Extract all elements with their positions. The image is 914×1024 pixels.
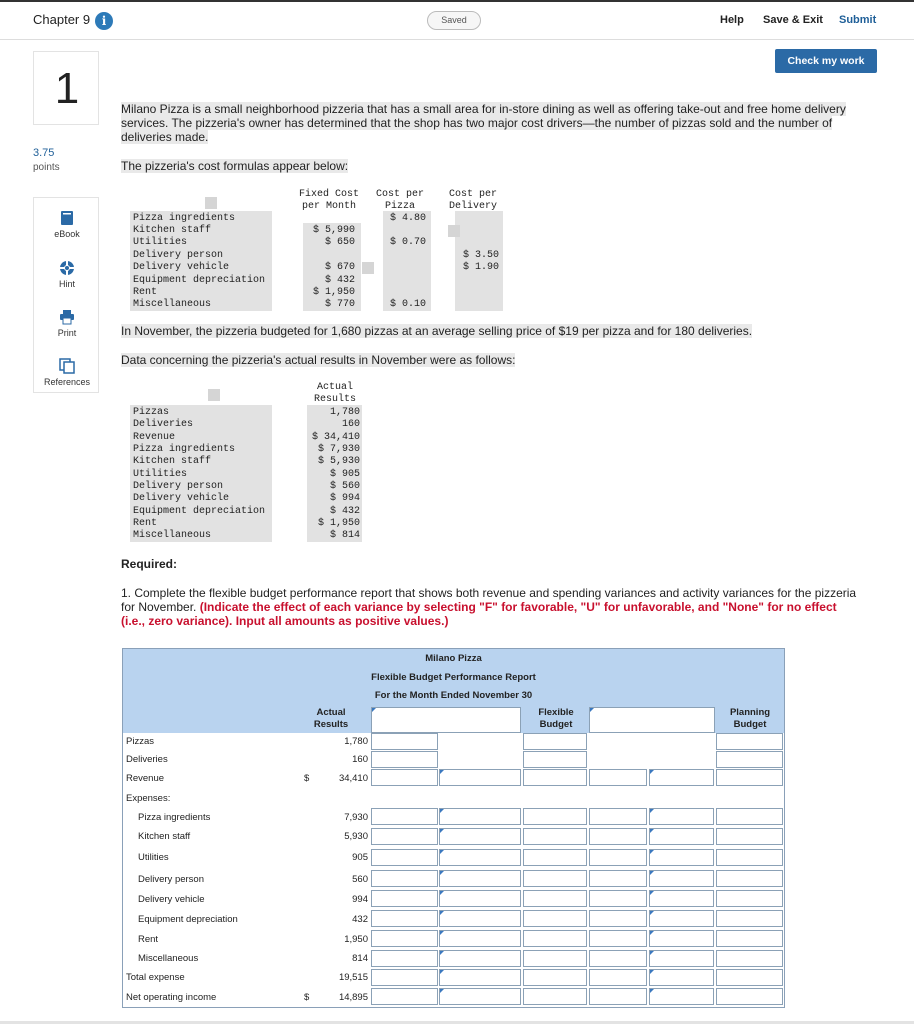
delivery-header-1: Cost per xyxy=(448,189,497,200)
fixed-header-1: Fixed Cost xyxy=(298,189,359,200)
fixed-header-2: per Month xyxy=(301,201,356,212)
corner-marker xyxy=(208,389,220,401)
row-label-deliveries: Deliveries xyxy=(126,754,168,765)
instruction-text: 1. Complete the flexible budget performance report that shows both revenue and spending variances and activity variances for the pizzeria for November. (Indicate the effect of each variance by selecting "F" for favorable, "U" for unfavorable, and "None" for no effect (i.e., zero variance). Input all amounts as positive values.) xyxy=(121,586,857,628)
resource-sidebar xyxy=(33,197,99,393)
report-input-cell[interactable] xyxy=(439,988,521,1005)
actual-row-label: Revenue xyxy=(133,432,176,443)
actual-row-label: Delivery person xyxy=(133,481,224,492)
row-label-net-operating-income: Net operating income xyxy=(126,992,217,1003)
fixed-cost-value: $ 770 xyxy=(324,299,355,310)
report-input-cell[interactable] xyxy=(523,808,587,825)
actual-value: 560 xyxy=(352,874,368,885)
pizza-column-shading xyxy=(383,211,431,311)
dropdown-marker-icon xyxy=(650,809,654,813)
dropdown-marker-icon xyxy=(650,970,654,974)
report-input-cell[interactable] xyxy=(589,890,647,907)
report-input-cell[interactable] xyxy=(589,769,647,786)
report-input-cell[interactable] xyxy=(716,870,783,887)
lifebuoy-icon xyxy=(59,260,75,276)
report-period: For the Month Ended November 30 xyxy=(123,687,784,705)
hint-label: Hint xyxy=(58,279,75,289)
col-actual-1: Actual xyxy=(316,707,346,718)
report-input-cell[interactable] xyxy=(716,969,783,986)
actual-row-label: Pizza ingredients xyxy=(133,444,236,455)
col-plan-1: Planning xyxy=(729,707,771,718)
column-heading-input[interactable] xyxy=(371,707,521,733)
report-input-cell[interactable] xyxy=(523,769,587,786)
actual-value: 19,515 xyxy=(338,972,368,983)
report-input-cell[interactable] xyxy=(371,930,438,947)
report-input-cell[interactable] xyxy=(523,733,587,750)
dropdown-marker-icon xyxy=(440,951,444,955)
dropdown-marker-icon xyxy=(590,708,594,712)
report-input-cell[interactable] xyxy=(589,870,647,887)
actual-value: 1,780 xyxy=(344,736,368,747)
report-input-cell[interactable] xyxy=(589,930,647,947)
dollar-sign: $ xyxy=(304,992,310,1003)
report-input-cell[interactable] xyxy=(716,930,783,947)
report-input-cell[interactable] xyxy=(523,890,587,907)
report-input-cell[interactable] xyxy=(716,849,783,866)
actual-value: 5,930 xyxy=(344,831,368,842)
report-input-cell[interactable] xyxy=(589,950,647,967)
ebook-label: eBook xyxy=(54,229,80,239)
dropdown-marker-icon xyxy=(372,708,376,712)
dropdown-marker-icon xyxy=(440,850,444,854)
actual-row-value: $ 560 xyxy=(329,481,360,492)
row-label-miscellaneous: Miscellaneous xyxy=(138,953,199,964)
report-input-cell[interactable] xyxy=(589,969,647,986)
cost-row-label: Delivery vehicle xyxy=(133,262,230,273)
report-input-cell[interactable] xyxy=(649,930,714,947)
delivery-header-2: Delivery xyxy=(448,201,497,212)
cost-row-label: Equipment depreciation xyxy=(133,275,266,286)
report-input-cell[interactable] xyxy=(371,950,438,967)
actual-row-value: $ 814 xyxy=(329,530,360,541)
report-input-cell[interactable] xyxy=(716,950,783,967)
col-flex-2: Budget xyxy=(539,719,573,730)
actual-row-label: Deliveries xyxy=(133,419,194,430)
row-label-pizza-ingredients: Pizza ingredients xyxy=(138,812,211,823)
dropdown-marker-icon xyxy=(650,891,654,895)
report-input-cell[interactable] xyxy=(649,849,714,866)
report-input-cell[interactable] xyxy=(523,849,587,866)
hint-button[interactable] xyxy=(34,260,100,289)
check-my-work-button[interactable]: Check my work xyxy=(775,49,877,73)
pizza-header-1: Cost per xyxy=(375,189,424,200)
actual-intro: Data concerning the pizzeria's actual results in November were as follows: xyxy=(121,353,516,367)
cost-row-label: Miscellaneous xyxy=(133,299,212,310)
report-input-cell[interactable] xyxy=(371,733,438,750)
report-input-cell[interactable] xyxy=(439,828,521,845)
submit-link[interactable]: Submit xyxy=(839,14,877,26)
row-label-pizzas: Pizzas xyxy=(126,736,154,747)
actual-row-value: 160 xyxy=(341,419,360,430)
report-input-cell[interactable] xyxy=(649,828,714,845)
report-input-cell[interactable] xyxy=(439,870,521,887)
report-input-cell[interactable] xyxy=(371,910,438,927)
report-input-cell[interactable] xyxy=(649,808,714,825)
report-input-cell[interactable] xyxy=(439,890,521,907)
report-input-cell[interactable] xyxy=(523,988,587,1005)
cost-row-label: Delivery person xyxy=(133,250,224,261)
actual-row-value: $ 1,950 xyxy=(317,518,360,529)
report-input-cell[interactable] xyxy=(589,849,647,866)
references-button[interactable] xyxy=(34,358,100,387)
report-input-cell[interactable] xyxy=(716,828,783,845)
dropdown-marker-icon xyxy=(650,951,654,955)
ebook-button[interactable] xyxy=(34,210,100,239)
delivery-cost-value: $ 3.50 xyxy=(462,250,499,261)
report-input-cell[interactable] xyxy=(371,769,438,786)
report-input-cell[interactable] xyxy=(371,988,438,1005)
actual-row-value: $ 5,930 xyxy=(317,456,360,467)
cost-row-label: Utilities xyxy=(133,237,188,248)
report-input-cell[interactable] xyxy=(371,751,438,768)
report-input-cell[interactable] xyxy=(649,769,714,786)
references-label: References xyxy=(43,377,91,387)
report-input-cell[interactable] xyxy=(716,890,783,907)
fixed-cost-value: $ 432 xyxy=(324,275,355,286)
cost-row-label: Pizza ingredients xyxy=(133,213,236,224)
report-input-cell[interactable] xyxy=(371,870,438,887)
report-input-cell[interactable] xyxy=(716,751,783,768)
dropdown-marker-icon xyxy=(440,911,444,915)
chapter-title: Chapter 9 xyxy=(33,12,91,27)
report-input-cell[interactable] xyxy=(716,808,783,825)
printer-icon xyxy=(59,309,75,325)
actual-value: 7,930 xyxy=(344,812,368,823)
row-label-rent: Rent xyxy=(138,934,159,945)
cost-row-label: Rent xyxy=(133,287,158,298)
question-number: 1 xyxy=(54,64,80,113)
actual-row-label: Kitchen staff xyxy=(133,456,212,467)
report-input-cell[interactable] xyxy=(716,733,783,750)
report-input-cell[interactable] xyxy=(523,910,587,927)
report-input-cell[interactable] xyxy=(439,808,521,825)
report-input-cell[interactable] xyxy=(439,769,521,786)
delivery-cost-value: $ 1.90 xyxy=(462,262,499,273)
dropdown-marker-icon xyxy=(440,970,444,974)
dropdown-marker-icon xyxy=(650,911,654,915)
actual-value: 905 xyxy=(352,852,368,863)
report-input-cell[interactable] xyxy=(523,969,587,986)
actual-row-value: $ 7,930 xyxy=(317,444,360,455)
row-label-utilities: Utilities xyxy=(138,852,169,863)
dropdown-marker-icon xyxy=(650,770,654,774)
actual-row-value: $ 994 xyxy=(329,493,360,504)
dropdown-marker-icon xyxy=(440,989,444,993)
actual-row-value: 1,780 xyxy=(329,407,360,418)
dropdown-marker-icon xyxy=(440,809,444,813)
actual-value: 14,895 xyxy=(338,992,368,1003)
report-input-cell[interactable] xyxy=(523,751,587,768)
dropdown-marker-icon xyxy=(440,770,444,774)
print-button[interactable] xyxy=(34,309,100,338)
pizza-cost-value: $ 4.80 xyxy=(389,213,426,224)
report-input-cell[interactable] xyxy=(716,910,783,927)
actual-row-value: $ 432 xyxy=(329,506,360,517)
report-input-cell[interactable] xyxy=(649,988,714,1005)
cell-marker xyxy=(362,262,374,274)
actual-row-label: Rent xyxy=(133,518,158,529)
saved-status: Saved xyxy=(427,11,481,30)
dropdown-marker-icon xyxy=(650,829,654,833)
copy-icon xyxy=(59,358,75,374)
report-input-cell[interactable] xyxy=(649,969,714,986)
report-input-cell[interactable] xyxy=(523,950,587,967)
fixed-cost-value: $ 1,950 xyxy=(312,287,355,298)
actual-value: 160 xyxy=(352,754,368,765)
actual-row-label: Equipment depreciation xyxy=(133,506,266,517)
actual-value: 994 xyxy=(352,894,368,905)
actual-value: 34,410 xyxy=(338,773,368,784)
cost-row-label: Kitchen staff xyxy=(133,225,212,236)
report-input-cell[interactable] xyxy=(589,988,647,1005)
actual-row-value: $ 34,410 xyxy=(311,432,360,443)
report-input-cell[interactable] xyxy=(589,828,647,845)
print-label: Print xyxy=(57,328,77,338)
report-input-cell[interactable] xyxy=(371,828,438,845)
report-input-cell[interactable] xyxy=(371,890,438,907)
expenses-heading: Expenses: xyxy=(126,793,171,804)
dropdown-marker-icon xyxy=(440,829,444,833)
dropdown-marker-icon xyxy=(650,931,654,935)
actual-row-label: Utilities xyxy=(133,469,188,480)
required-heading: Required: xyxy=(121,557,178,571)
pizza-cost-value: $ 0.70 xyxy=(389,237,426,248)
row-label-revenue: Revenue xyxy=(126,773,165,784)
report-input-cell[interactable] xyxy=(371,849,438,866)
report-input-cell[interactable] xyxy=(649,890,714,907)
report-input-cell[interactable] xyxy=(439,849,521,866)
report-input-cell[interactable] xyxy=(649,870,714,887)
formulas-intro: The pizzeria's cost formulas appear below: xyxy=(121,159,349,173)
points-value: 3.75 xyxy=(33,147,55,159)
report-input-cell[interactable] xyxy=(439,969,521,986)
save-exit-link[interactable]: Save & Exit xyxy=(763,14,823,26)
top-bar xyxy=(0,2,914,40)
actual-value: 432 xyxy=(352,914,368,925)
dropdown-marker-icon xyxy=(650,871,654,875)
corner-marker xyxy=(205,197,217,209)
dollar-sign: $ xyxy=(304,773,310,784)
actual-value: 814 xyxy=(352,953,368,964)
fixed-cost-value: $ 5,990 xyxy=(312,225,355,236)
report-input-cell[interactable] xyxy=(439,910,521,927)
pizza-cost-value: $ 0.10 xyxy=(389,299,426,310)
report-input-cell[interactable] xyxy=(589,808,647,825)
actual-value: 1,950 xyxy=(344,934,368,945)
column-heading-input[interactable] xyxy=(589,707,715,733)
help-link[interactable]: Help xyxy=(720,14,744,26)
col-flex-1: Flexible xyxy=(538,707,574,718)
fixed-cost-value: $ 650 xyxy=(324,237,355,248)
actual-header-1: Actual xyxy=(316,382,353,393)
report-input-cell[interactable] xyxy=(439,950,521,967)
row-label-equipment-depreciation: Equipment depreciation xyxy=(138,914,238,925)
row-label-total-expense: Total expense xyxy=(126,972,185,983)
col-plan-2: Budget xyxy=(733,719,767,730)
dropdown-marker-icon xyxy=(440,871,444,875)
actual-header-2: Results xyxy=(313,394,356,405)
report-input-cell[interactable] xyxy=(589,910,647,927)
report-input-cell[interactable] xyxy=(439,930,521,947)
actual-row-label: Delivery vehicle xyxy=(133,493,230,504)
book-icon xyxy=(59,210,75,226)
report-input-cell[interactable] xyxy=(371,969,438,986)
fixed-cost-value: $ 670 xyxy=(324,262,355,273)
report-input-cell[interactable] xyxy=(371,808,438,825)
report-input-cell[interactable] xyxy=(649,950,714,967)
pizza-header-2: Pizza xyxy=(384,201,415,212)
row-label-delivery-person: Delivery person xyxy=(138,874,204,885)
report-input-cell[interactable] xyxy=(523,870,587,887)
row-label-kitchen-staff: Kitchen staff xyxy=(138,831,191,842)
dropdown-marker-icon xyxy=(440,891,444,895)
report-subtitle: Flexible Budget Performance Report xyxy=(123,669,784,687)
actual-row-value: $ 905 xyxy=(329,469,360,480)
points-label: points xyxy=(33,162,60,173)
report-input-cell[interactable] xyxy=(649,910,714,927)
intro-text: Milano Pizza is a small neighborhood pizzeria that has a small area for in-store dining as well as offering take-out and free home delivery services. The pizzeria's owner has determined that the shop has two major cost drivers—the number of pizzas sold and the number of deliveries made. xyxy=(121,102,846,144)
cell-marker xyxy=(448,225,460,237)
report-input-cell[interactable] xyxy=(523,828,587,845)
dropdown-marker-icon xyxy=(650,850,654,854)
report-input-cell[interactable] xyxy=(523,930,587,947)
actual-row-label: Pizzas xyxy=(133,407,170,418)
question-number-box xyxy=(33,51,99,125)
report-title: Milano Pizza xyxy=(123,649,784,669)
row-label-delivery-vehicle: Delivery vehicle xyxy=(138,894,205,905)
budget-text: In November, the pizzeria budgeted for 1,680 pizzas at an average selling price of $19 per pizza and for 180 deliveries. xyxy=(121,324,753,338)
dropdown-marker-icon xyxy=(650,989,654,993)
report-input-cell[interactable] xyxy=(716,988,783,1005)
actual-row-label: Miscellaneous xyxy=(133,530,212,541)
col-actual-2: Results xyxy=(313,719,349,730)
dropdown-marker-icon xyxy=(440,931,444,935)
report-input-cell[interactable] xyxy=(716,769,783,786)
info-icon[interactable]: i xyxy=(95,12,113,30)
